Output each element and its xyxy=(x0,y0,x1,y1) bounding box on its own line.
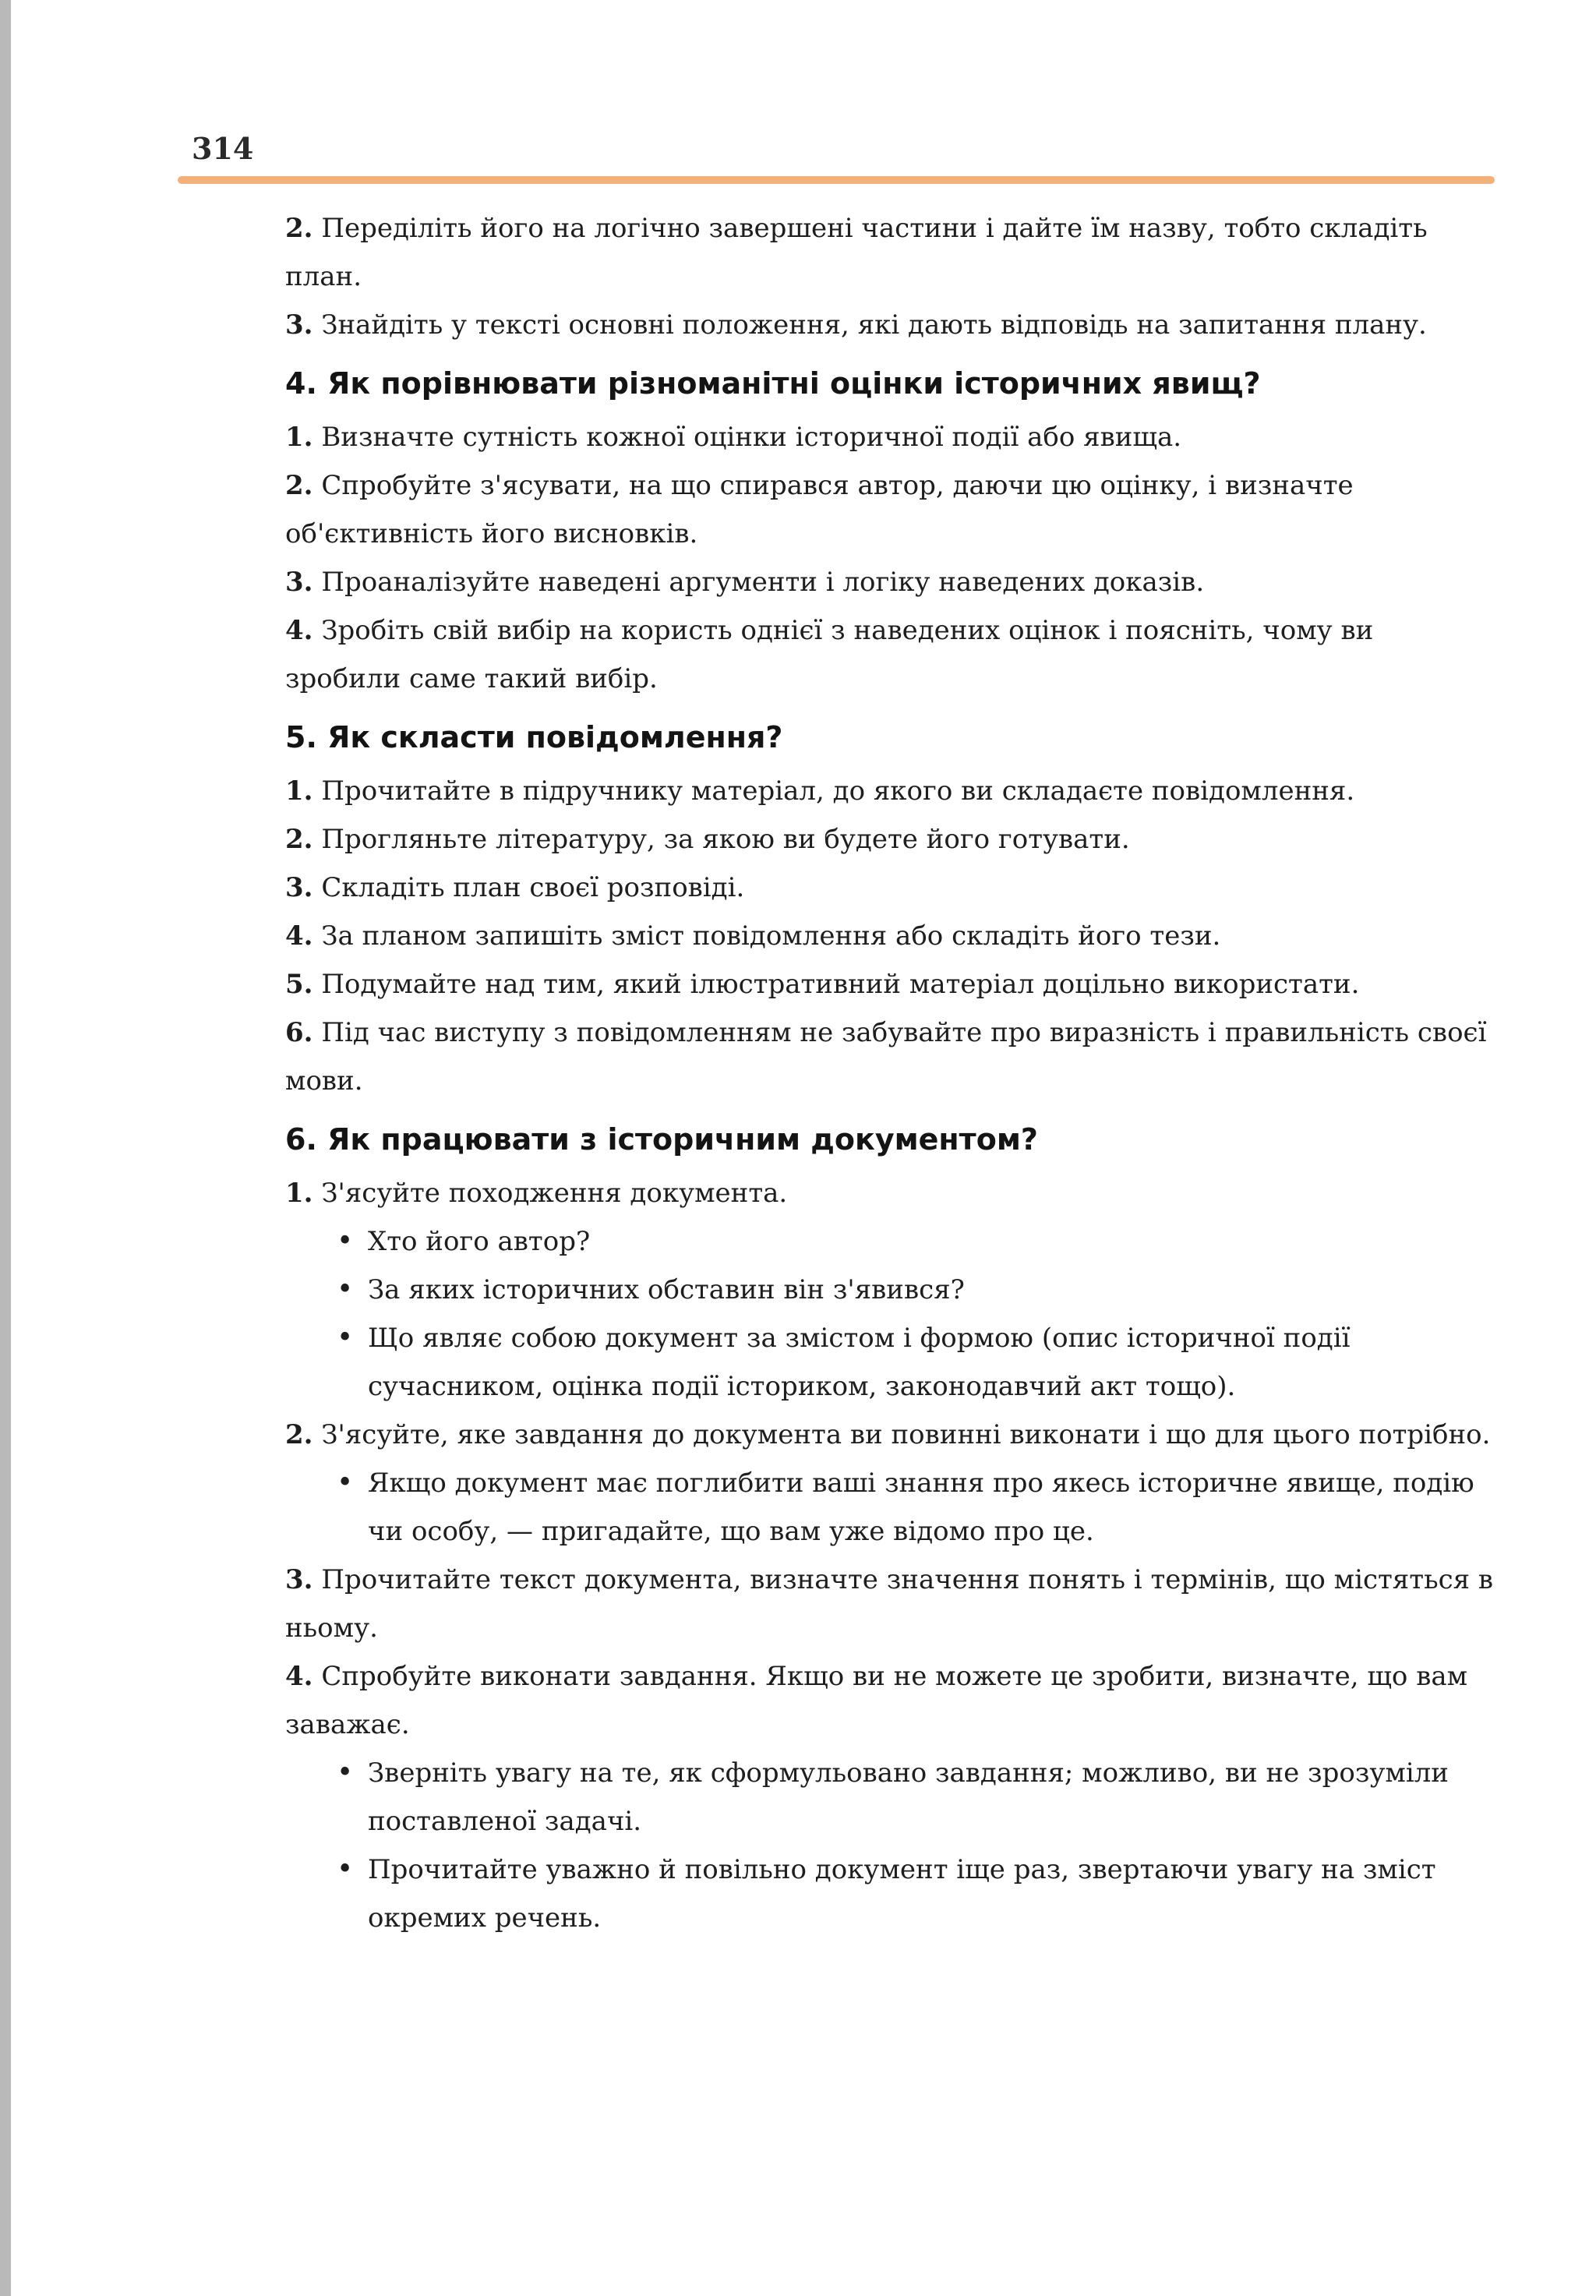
list-item xyxy=(285,1008,1496,1105)
bullet-item: • Що являє собою документ за змістом і формою (опис історичної події сучасником, оцінка події істориком, законодавчий акт тощо). xyxy=(337,1314,1496,1411)
item-text: Переділіть його на логічно завершені частини і дайте їм назву, тобто складіть план. xyxy=(285,213,1428,292)
item-text: Спробуйте виконати завдання. Якщо ви не можете це зробити, визначте, що вам заважає. xyxy=(285,1661,1468,1740)
list-item xyxy=(285,912,1496,960)
item-text: Знайдіть у тексті основні положення, які дають відповідь на запитання плану. xyxy=(321,309,1427,341)
item-number: 4. xyxy=(285,615,313,646)
list-item xyxy=(285,864,1496,912)
header-rule xyxy=(178,176,1495,184)
item-number: 2. xyxy=(285,470,313,501)
section-heading: 6. Як працювати з історичним документом? xyxy=(285,1122,1038,1157)
list-item xyxy=(285,1556,1496,1652)
section-heading: 5. Як скласти повідомлення? xyxy=(285,720,783,754)
page-number: 314 xyxy=(192,131,254,166)
item-number: 4. xyxy=(285,920,313,952)
item-number: 2. xyxy=(285,213,313,244)
list-item xyxy=(285,558,1496,606)
item-number: 3. xyxy=(285,309,313,341)
item-number: 5. xyxy=(285,969,313,1000)
item-number: 6. xyxy=(285,1017,313,1048)
bullet-list xyxy=(285,1459,1496,1556)
list-item xyxy=(285,1169,1496,1217)
item-text: З'ясуйте походження документа. xyxy=(321,1178,788,1209)
item-text: Подумайте над тим, який ілюстративний матеріал доцільно використати. xyxy=(321,969,1360,1000)
item-number: 2. xyxy=(285,1419,313,1450)
page-content xyxy=(285,204,1496,1942)
list-item xyxy=(285,204,1496,301)
item-text: Прочитайте текст документа, визначте значення понять і термінів, що містяться в ньому. xyxy=(285,1564,1494,1644)
list-item xyxy=(285,1652,1496,1749)
bullet-item: • Прочитайте уважно й повільно документ іще раз, звертаючи увагу на зміст окремих речень. xyxy=(337,1846,1496,1942)
item-text: За планом запишіть зміст повідомлення або складіть його тези. xyxy=(321,920,1221,952)
item-text: Під час виступу з повідомленням не забувайте про виразність і правильність своєї мови. xyxy=(285,1017,1487,1097)
list-item xyxy=(285,461,1496,558)
list-item xyxy=(285,606,1496,703)
item-text: Проаналізуйте наведені аргументи і логіку наведених доказів. xyxy=(321,567,1205,598)
item-text: Спробуйте з'ясувати, на що спирався автор, даючи цю оцінку, і визначте об'єктивність його висновків. xyxy=(285,470,1354,549)
list-item xyxy=(285,413,1496,461)
list-item xyxy=(285,301,1496,349)
bullet-item: • За яких історичних обставин він з'явився? xyxy=(337,1266,1496,1314)
item-number: 2. xyxy=(285,824,313,855)
bullet-item: • Зверніть увагу на те, як сформульовано завдання; можливо, ви не зрозуміли поставленої задачі. xyxy=(337,1749,1496,1846)
bullet-list xyxy=(285,1749,1496,1942)
section-heading: 4. Як порівнювати різноманітні оцінки історичних явищ? xyxy=(285,366,1261,401)
item-number: 3. xyxy=(285,872,313,903)
list-item xyxy=(285,815,1496,864)
bullet-item: • Хто його автор? xyxy=(337,1217,1496,1266)
list-item xyxy=(285,767,1496,815)
item-number: 3. xyxy=(285,567,313,598)
item-text: Прочитайте в підручнику матеріал, до якого ви складаєте повідомлення. xyxy=(321,775,1355,807)
list-item xyxy=(285,960,1496,1008)
item-text: З'ясуйте, яке завдання до документа ви повинні виконати і що для цього потрібно. xyxy=(321,1419,1491,1450)
bullet-item: • Якщо документ має поглибити ваші знання про якесь історичне явище, подію чи особу, — пригадайте, що вам уже відомо про це. xyxy=(337,1459,1496,1556)
bullet-list xyxy=(285,1217,1496,1411)
item-text: Прогляньте літературу, за якою ви будете його готувати. xyxy=(321,824,1130,855)
item-text: Визначте сутність кожної оцінки історичної події або явища. xyxy=(321,422,1182,453)
item-number: 1. xyxy=(285,775,313,807)
item-number: 1. xyxy=(285,422,313,453)
item-number: 1. xyxy=(285,1178,313,1209)
item-text: Складіть план своєї розповіді. xyxy=(321,872,745,903)
item-number: 3. xyxy=(285,1564,313,1595)
list-item xyxy=(285,1411,1496,1459)
item-text: Зробіть свій вибір на користь однієї з наведених оцінок і поясніть, чому ви зробили саме такий вибір. xyxy=(285,615,1374,694)
book-page xyxy=(11,0,1596,2296)
item-number: 4. xyxy=(285,1661,313,1692)
